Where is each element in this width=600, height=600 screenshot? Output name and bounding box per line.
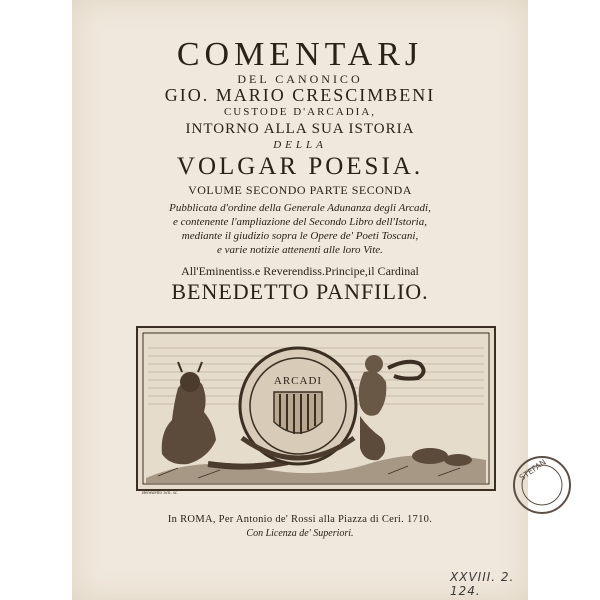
- license-line: Con Licenza de' Superiori.: [246, 528, 354, 539]
- dedication-line: All'Eminentiss.e Reverendiss.Principe,il Cardinal: [181, 264, 419, 278]
- custode-line: CUSTODE D'ARCADIA,: [223, 106, 377, 118]
- engraving-vignette: [136, 326, 496, 491]
- engraving-illustration: [138, 328, 494, 489]
- author-name: GIO. MARIO CRESCIMBENI: [164, 85, 436, 105]
- stamp-label: STEFAN: [517, 457, 548, 483]
- della-line: DELLA: [273, 139, 327, 151]
- library-stamp: [510, 453, 574, 517]
- book-title: COMENTARJ: [176, 36, 424, 73]
- del-canonico-line: DEL CANONICO: [237, 72, 363, 86]
- description-line: e contenente l'ampliazione del Secondo Libro dell'Istoria,: [173, 216, 427, 228]
- medallion-label: ARCADI: [273, 375, 323, 387]
- intorno-line: INTORNO ALLA SUA ISTORIA: [185, 121, 415, 137]
- engraving-credit: Benedetto Sch. sc.: [142, 491, 179, 496]
- description-block: [72, 201, 528, 257]
- imprint-line: In ROMA, Per Antonio de' Rossi alla Piazza di Ceri. 1710.: [167, 514, 433, 525]
- description-line: mediante il giudizio sopra le Opere de' Poeti Toscani,: [181, 230, 419, 242]
- title-page: [72, 0, 548, 600]
- shelfmark-annotation: XXVIII. 2. 124.: [450, 570, 515, 598]
- dedicatee-name: BENEDETTO PANFILIO.: [171, 279, 429, 304]
- description-line: e varie notizie attenenti alle loro Vite.: [217, 244, 383, 256]
- subject-title: VOLGAR POESIA.: [176, 153, 424, 180]
- volume-line: VOLUME SECONDO PARTE SECONDA: [188, 183, 412, 197]
- description-line: Pubblicata d'ordine della Generale Adunanza degli Arcadi,: [169, 202, 431, 214]
